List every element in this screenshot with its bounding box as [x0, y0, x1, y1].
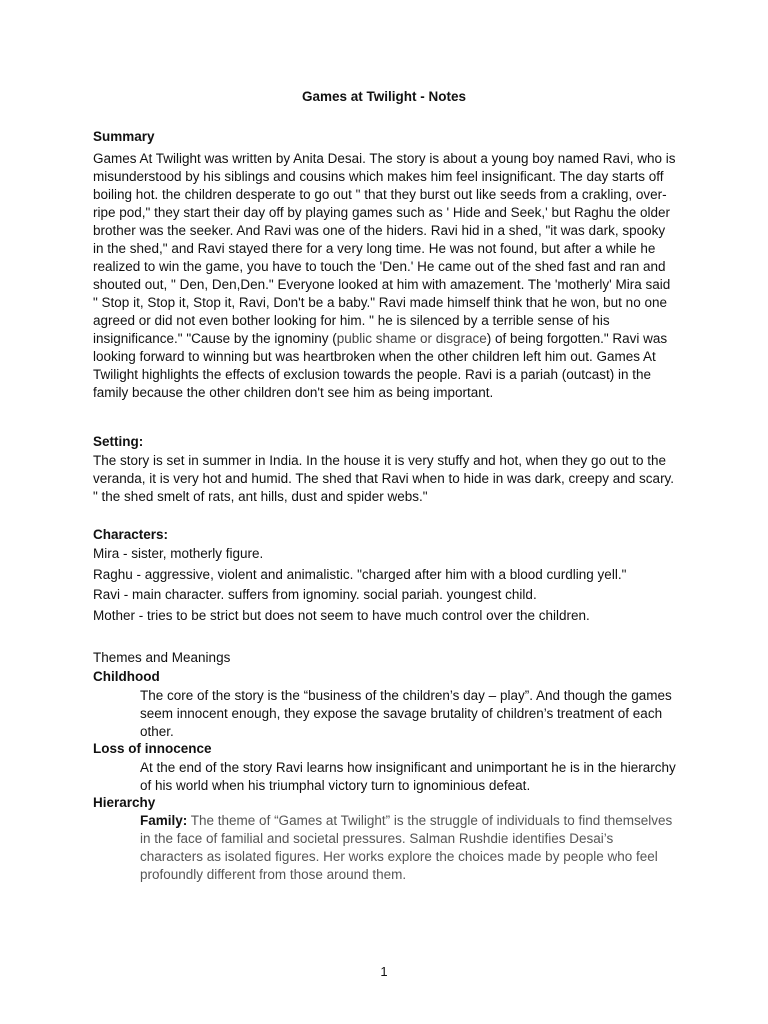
- summary-text-part-1: Games At Twilight was written by Anita Desai. The story is about a young boy named Ravi, who is misunderstood by his siblings and cousins which makes him feel insignificant. The day starts off boiling hot. the children desperate to go out " that they burst out like seeds from a crakling, over- ripe pod," they start their day off by playing games such as ' Hide and Seek,' but Raghu the older brother was the seeker. And Ravi was one of the hiders. Ravi hid in a shed, "it was dark, spooky in the shed," and Ravi stayed there for a very long time. He was not found, but after a while he realized to win the game, you have to touch the 'Den.' He came out of the shed fast and ran and shouted out, " Den, Den,Den." Everyone looked at him with amazement. The 'motherly' Mira said " Stop it, Stop it, Stop it, Ravi, Don't be a baby." Ravi made himself think that he won, but no one agreed or did not even bother looking for him. " he is silenced by a terrible sense of his insignificance." "Cause by the ignominy (: [93, 151, 676, 346]
- summary-gloss: public shame or disgrace: [336, 331, 487, 346]
- character-mira: Mira - sister, motherly figure.: [93, 546, 264, 561]
- family-text: The theme of “Games at Twilight” is the struggle of individuals to find themselves in the face of familial and societal pressures. Salman Rushdie identifies Desai’s characters as isolated figures. Her works explore the choices made by people who feel profoundly different from those around them.: [140, 813, 673, 882]
- characters-heading: Characters:: [93, 527, 169, 542]
- childhood-text: The core of the story is the “business of the children’s day – play”. And though the games seem innocent enough, they expose the savage brutality of children’s treatment of each other.: [140, 688, 672, 739]
- themes-heading: Themes and Meanings: [93, 650, 231, 665]
- family-paragraph: [140, 812, 680, 884]
- document-title: Games at Twilight - Notes: [301, 89, 467, 104]
- character-mother: Mother - tries to be strict but does not seem to have much control over the children.: [93, 608, 590, 623]
- family-label: Family:: [140, 813, 188, 828]
- summary-heading: Summary: [93, 129, 155, 144]
- childhood-heading: Childhood: [93, 669, 160, 684]
- summary-text-part-2: ) of being forgotten." Ravi was looking forward to winning but was heartbroken when the other children left him out. Games At Twilight highlights the effects of exclusion towards the people. Ravi is a pariah (outcast) in the family because the other children don't see him as being important.: [93, 331, 668, 400]
- character-raghu: Raghu - aggressive, violent and animalistic. "charged after him with a blood curdling yell.": [93, 567, 627, 582]
- hierarchy-heading: Hierarchy: [93, 795, 156, 810]
- setting-heading: Setting:: [93, 434, 144, 449]
- setting-paragraph: The story is set in summer in India. In the house it is very stuffy and hot, when they go out to the veranda, it is very hot and humid. The shed that Ravi when to hide in was dark, creepy and scary. " the shed smelt of rats, ant hills, dust and spider webs.": [93, 453, 675, 504]
- page-number: 1: [380, 964, 388, 979]
- character-ravi: Ravi - main character. suffers from ignominy. social pariah. youngest child.: [93, 587, 537, 602]
- summary-paragraph: [93, 150, 678, 402]
- loss-of-innocence-text: At the end of the story Ravi learns how insignificant and unimportant he is in the hierarchy of his world when his triumphal victory turn to ignominious defeat.: [140, 760, 676, 793]
- loss-of-innocence-heading: Loss of innocence: [93, 741, 212, 756]
